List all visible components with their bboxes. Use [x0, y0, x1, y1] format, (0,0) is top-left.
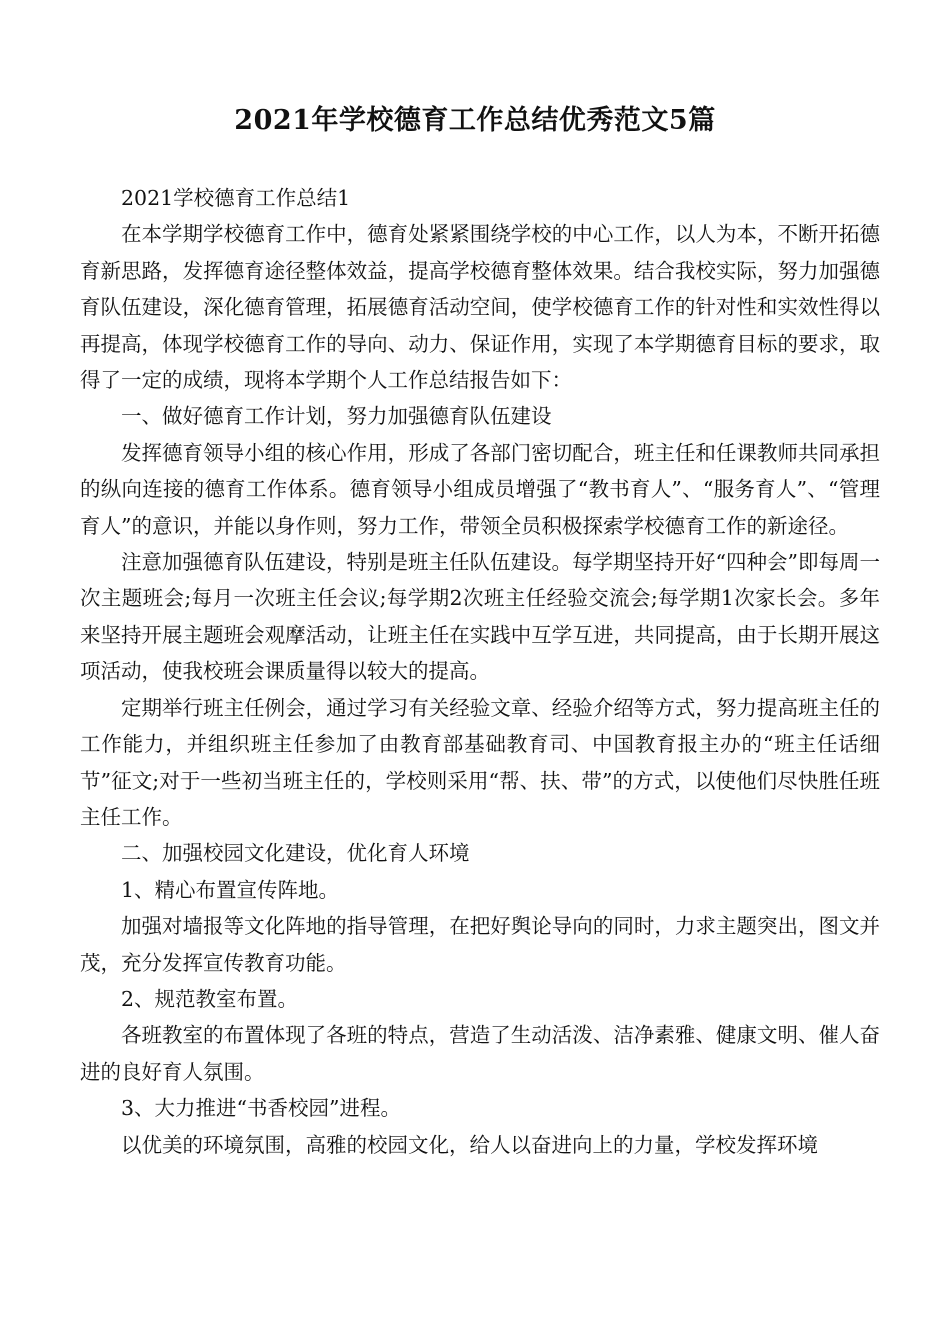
paragraph: 加强对墙报等文化阵地的指导管理，在把好舆论导向的同时，力求主题突出，图文并茂，充分发挥宣传教育功能。	[80, 914, 880, 975]
document-title: 2021年学校德育工作总结优秀范文5篇	[234, 105, 716, 136]
list-item-heading: 3、大力推进“书香校园”进程。	[121, 1096, 402, 1121]
paragraph: 各班教室的布置体现了各班的特点，营造了生动活泼、洁净素雅、健康文明、催人奋进的良好育人氛围。	[80, 1023, 880, 1084]
paragraph: 以优美的环境氛围，高雅的校园文化，给人以奋进向上的力量，学校发挥环境	[121, 1132, 818, 1157]
paragraph: 发挥德育领导小组的核心作用，形成了各部门密切配合，班主任和任课教师共同承担的纵向连接的德育工作体系。德育领导小组成员增强了“教书育人”、“服务育人”、“管理育人”的意识，并能以身作则，努力工作，带领全员积极探索学校德育工作的新途径。	[80, 440, 880, 538]
list-item-heading: 2、规范教室布置。	[121, 986, 299, 1011]
paragraph: 定期举行班主任例会，通过学习有关经验文章、经验介绍等方式，努力提高班主任的工作能力，并组织班主任参加了由教育部基础教育司、中国教育报主办的“班主任话细节”征文;对于一些初当班主任的，学校则采用“帮、扶、带”的方式，以使他们尽快胜任班主任工作。	[80, 695, 880, 829]
list-item-heading: 1、精心布置宣传阵地。	[121, 877, 340, 902]
section-heading: 2021学校德育工作总结1	[121, 186, 351, 210]
document-body	[80, 180, 880, 1163]
paragraph: 在本学期学校德育工作中，德育处紧紧围绕学校的中心工作，以人为本，不断开拓德育新思路，发挥德育途径整体效益，提高学校德育整体效果。结合我校实际，努力加强德育队伍建设，深化德育管理，拓展德育活动空间，使学校德育工作的针对性和实效性得以再提高，体现学校德育工作的导向、动力、保证作用，实现了本学期德育目标的要求，取得了一定的成绩，现将本学期个人工作总结报告如下：	[80, 222, 880, 393]
subsection-heading: 二、加强校园文化建设，优化育人环境	[121, 841, 470, 866]
paragraph: 注意加强德育队伍建设，特别是班主任队伍建设。每学期坚持开好“四种会”即每周一次主题班会;每月一次班主任会议;每学期2次班主任经验交流会;每学期1次家长会。多年来坚持开展主题班会观摩活动，让班主任在实践中互学互进，共同提高，由于长期开展这项活动，使我校班会课质量得以较大的提高。	[80, 550, 880, 684]
subsection-heading: 一、做好德育工作计划，努力加强德育队伍建设	[121, 404, 552, 429]
